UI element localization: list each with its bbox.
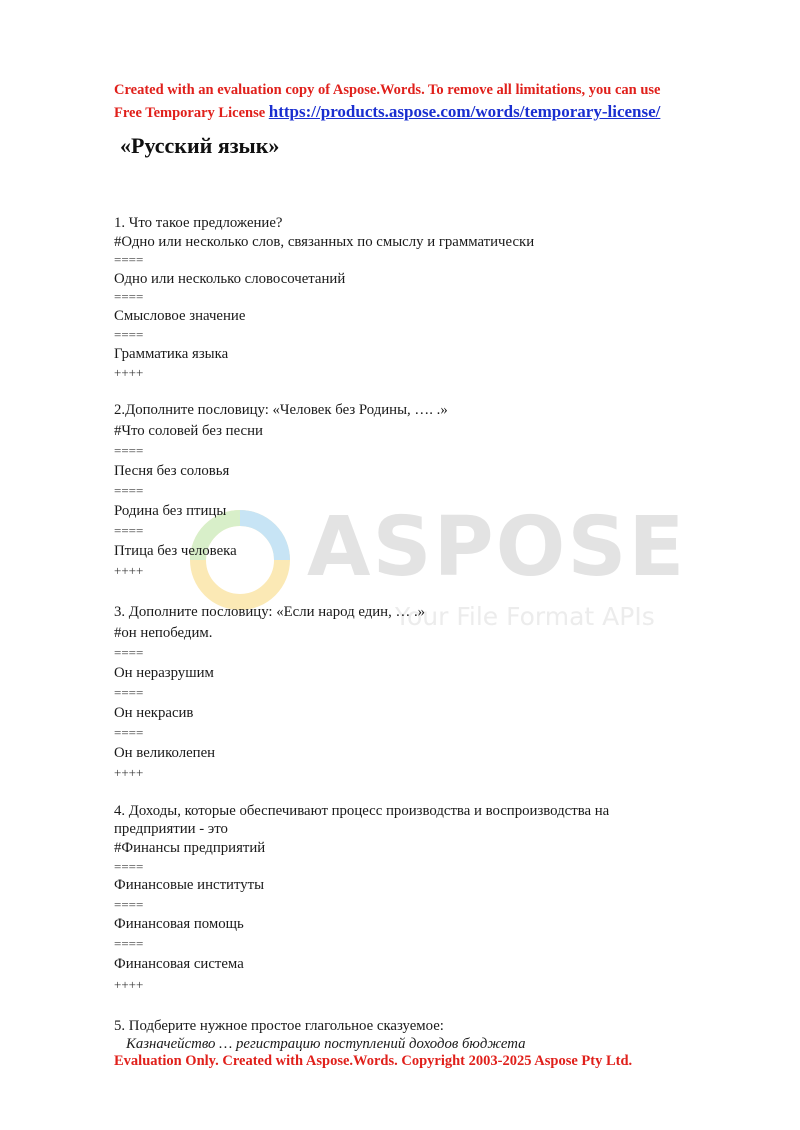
answer-1-1: #Одно или несколько слов, связанных по смыслу и грамматически [114,234,535,250]
answer-3-3: Он некрасив [114,705,194,721]
question-5-example: Казначейство … регистрацию поступлений доходов бюджета [126,1036,526,1052]
answer-4-4: Финансовая система [114,956,244,972]
separator: ==== [114,685,144,700]
evaluation-header-line2 [114,101,754,124]
evaluation-header-line1: Created with an evaluation copy of Aspose.Words. To remove all limitations, you can use [114,82,661,98]
separator: ==== [114,936,144,951]
answer-1-2: Одно или несколько словосочетаний [114,271,346,287]
question-4-line1: 4. Доходы, которые обеспечивают процесс производства и воспроизводства на [114,803,610,819]
answer-4-1: #Финансы предприятий [114,840,266,856]
answer-2-4: Птица без человека [114,543,237,559]
document-title: «Русский язык» [120,133,280,158]
end-marker: ++++ [114,563,144,578]
separator: ==== [114,725,144,740]
end-marker: ++++ [114,977,144,992]
evaluation-footer: Evaluation Only. Created with Aspose.Words. Copyright 2003-2025 Aspose Pty Ltd. [114,1053,633,1069]
answer-2-3: Родина без птицы [114,503,227,519]
answer-3-2: Он неразрушим [114,665,214,681]
separator: ==== [114,483,144,498]
answer-1-3: Смысловое значение [114,308,246,324]
aspose-watermark [185,500,685,650]
separator: ==== [114,327,144,342]
watermark-brand: ASPOSE [307,500,687,595]
answer-4-2: Финансовые институты [114,877,265,893]
separator: ==== [114,252,144,267]
question-5: 5. Подберите нужное простое глагольное сказуемое: [114,1018,444,1034]
separator: ==== [114,443,144,458]
separator: ==== [114,859,144,874]
aspose-logo-icon [185,505,295,615]
separator: ==== [114,289,144,304]
separator: ==== [114,645,144,660]
watermark-tagline: Your File Format APIs [395,602,655,631]
answer-2-1: #Что соловей без песни [114,423,263,439]
answer-3-1: #он непобедим. [114,625,213,641]
answer-2-2: Песня без соловья [114,463,230,479]
answer-3-4: Он великолепен [114,745,216,761]
question-2: 2.Дополните пословицу: «Человек без Родины, …. .» [114,402,448,418]
question-1: 1. Что такое предложение? [114,215,283,231]
separator: ==== [114,523,144,538]
temporary-license-link[interactable]: https://products.aspose.com/words/temporary-license/ [268,102,661,121]
end-marker: ++++ [114,365,144,380]
question-3: 3. Дополните пословицу: «Если народ един, … .» [114,604,426,620]
temporary-license-label: Free Temporary License [114,105,266,121]
evaluation-header [114,80,754,124]
answer-4-3: Финансовая помощь [114,916,244,932]
answer-1-4: Грамматика языка [114,346,229,362]
question-4-line2: предприятии - это [114,821,228,837]
separator: ==== [114,897,144,912]
end-marker: ++++ [114,765,144,780]
